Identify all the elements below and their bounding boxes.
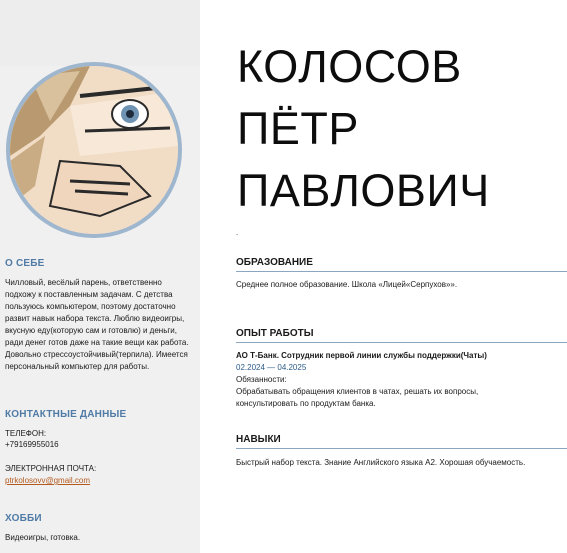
- sidebar-top-band: [0, 0, 200, 66]
- name-dot: .: [236, 228, 239, 237]
- education-text: Среднее полное образование. Школа «Лицей«Серпухов»».: [236, 280, 458, 289]
- hobbies-heading: ХОББИ: [5, 513, 42, 524]
- skills-text: Быстрый набор текста. Знание Английского языка А2. Хорошая обучаемость.: [236, 458, 526, 467]
- job-dates: 02.2024 — 04.2025: [236, 363, 307, 372]
- job-duties: Обрабатывать обращения клиентов в чатах, решать их вопросы, консультировать по продуктам банка.: [236, 387, 479, 408]
- name-line-first: ПЁТР: [237, 103, 359, 154]
- email-link[interactable]: ptrkolosovv@gmail.com: [5, 476, 91, 485]
- avatar: [6, 62, 182, 238]
- name-line-surname: КОЛОСОВ: [237, 41, 462, 92]
- job-title: АО Т-Банк. Сотрудник первой линии службы поддержки(Чаты): [236, 351, 487, 360]
- hobbies-text: Видеоигры, готовка.: [5, 533, 81, 542]
- experience-heading: ОПЫТ РАБОТЫ: [236, 328, 567, 343]
- skills-heading: НАВЫКИ: [236, 434, 567, 449]
- job-duties-label: Обязанности:: [236, 375, 287, 384]
- education-heading: ОБРАЗОВАНИЕ: [236, 257, 567, 272]
- avatar-illustration: [10, 66, 178, 234]
- about-text: Чилловый, весёлый парень, ответственно подхожу к поставленным задачам. С детства пользуюсь компьютером, поэтому достаточно развит навык набора текста. Люблю видеоигры, вкусную еду(которую сам и готовлю) и деньги, ради денег готов даже на такие вещи как работа. Довольно стрессоустойчивый(терпила). Имеется персональный компьютер для работы.: [5, 278, 189, 371]
- email-label: ЭЛЕКТРОННАЯ ПОЧТА:: [5, 464, 97, 473]
- phone-label: ТЕЛЕФОН:: [5, 429, 47, 438]
- name-line-patronymic: ПАВЛОВИЧ: [237, 165, 490, 216]
- about-heading: О СЕБЕ: [5, 258, 45, 269]
- contacts-heading: КОНТАКТНЫЕ ДАННЫЕ: [5, 409, 127, 420]
- phone-value: +79169955016: [5, 440, 59, 449]
